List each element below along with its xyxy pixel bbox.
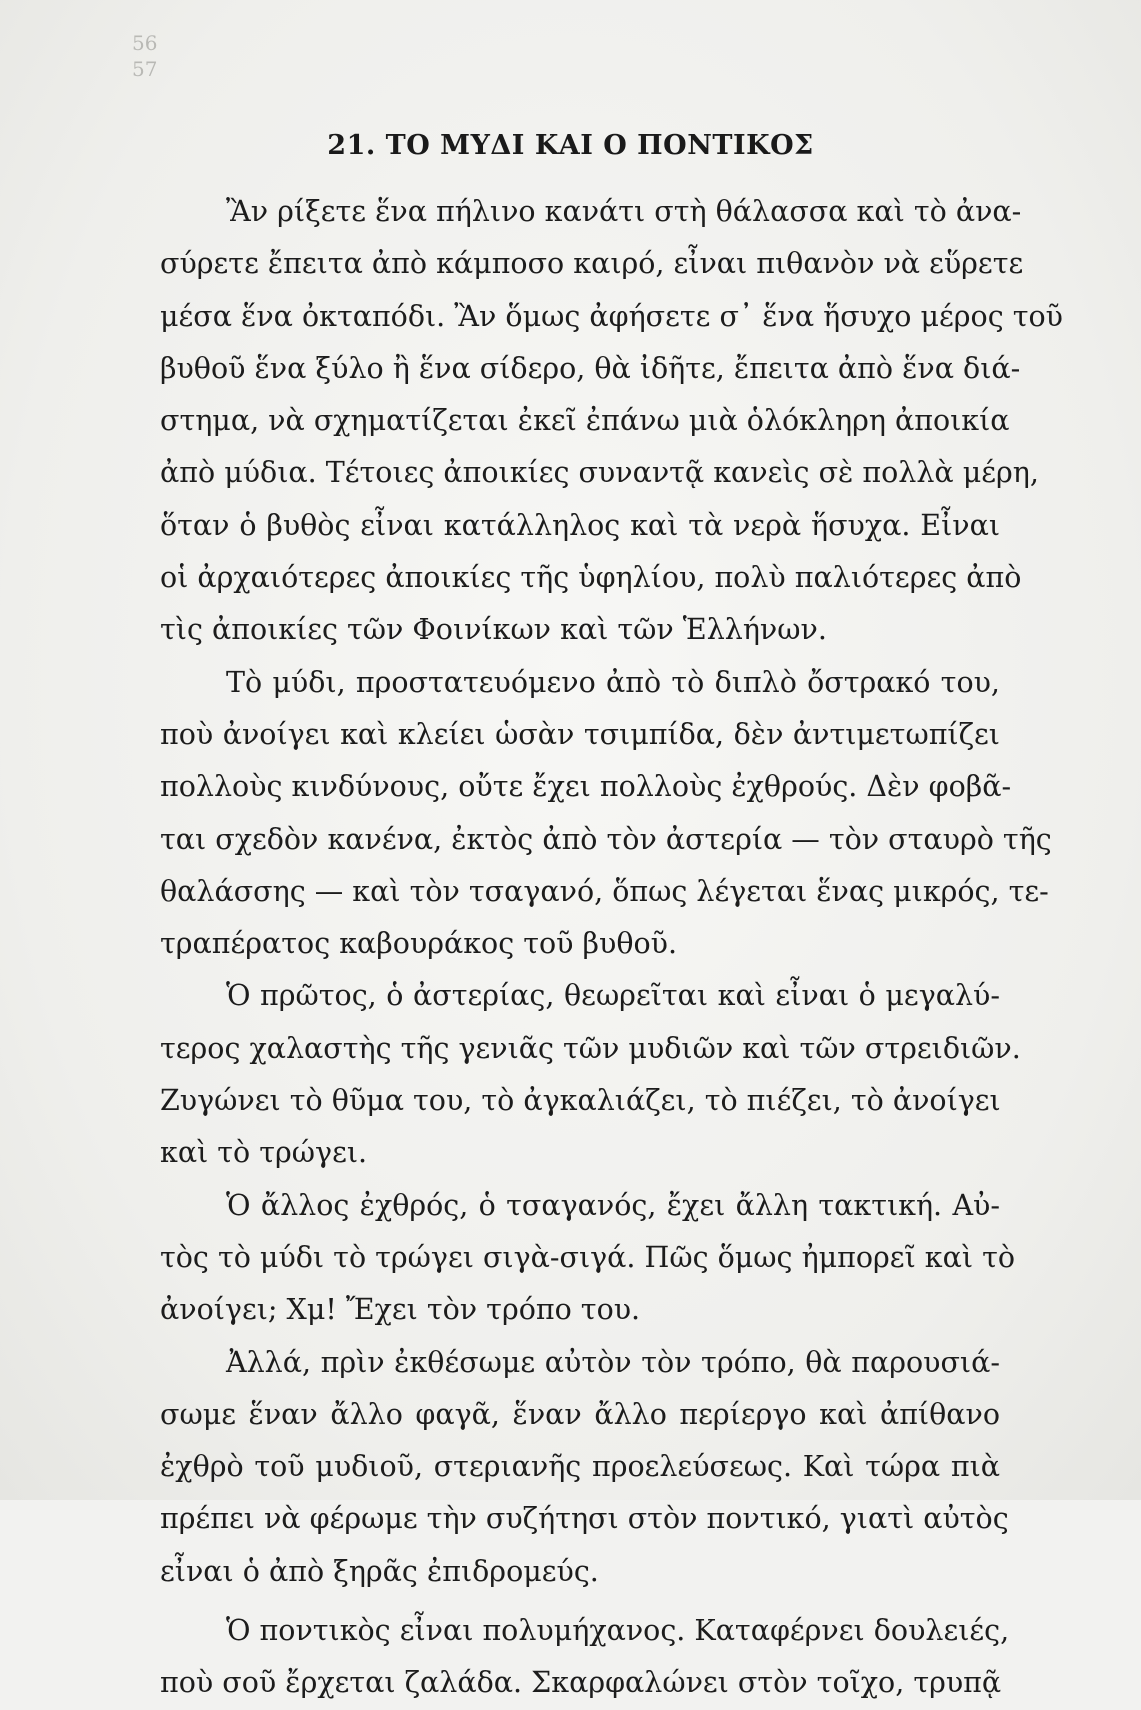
text-line: ὅταν ὁ βυθὸς εἶναι κατάλληλος καὶ τὰ νερὰ ἥσυχα. Εἶναι	[160, 508, 1000, 542]
text-line: Ὁ ἄλλος ἐχθρός, ὁ τσαγανός, ἔχει ἄλλη τακτική. Αὐ-	[226, 1188, 1000, 1222]
faint-page-number: 56	[132, 31, 158, 55]
chapter-title: 21. ΤΟ ΜΥΔΙ ΚΑΙ Ο ΠΟΝΤΙΚΟΣ	[327, 130, 814, 161]
text-line: ἐχθρὸ τοῦ μυδιοῦ, στεριανῆς προελεύσεως. Καὶ τώρα πιὰ	[160, 1450, 1000, 1484]
body-text	[160, 186, 1063, 1710]
text-line: ται σχεδὸν κανένα, ἐκτὸς ἀπὸ τὸν ἀστερία — τὸν σταυρὸ τῆς	[160, 822, 1052, 856]
text-line: ἀνοίγει; Χμ! Ἔχει τὸν τρόπο του.	[160, 1293, 641, 1327]
bleed-through-page-numbers	[132, 30, 157, 82]
text-line: βυθοῦ ἕνα ξύλο ἢ ἕνα σίδερο, θὰ ἰδῆτε, ἔπειτα ἀπὸ ἕνα διά-	[160, 351, 1021, 385]
text-line: Ἂν ρίξετε ἕνα πήλινο κανάτι στὴ θάλασσα καὶ τὸ ἀνα-	[226, 195, 1022, 228]
text-line: Ζυγώνει τὸ θῦμα του, τὸ ἀγκαλιάζει, τὸ πιέζει, τὸ ἀνοίγει	[160, 1084, 1001, 1118]
text-line: σωμε ἕναν ἄλλο φαγᾶ, ἕναν ἄλλο περίεργο καὶ ἀπίθανο	[160, 1397, 1000, 1431]
text-line: σύρετε ἔπειτα ἀπὸ κάμποσο καιρό, εἶναι πιθανὸν νὰ εὕρετε	[160, 247, 1024, 281]
text-line: Τὸ μύδι, προστατευόμενο ἀπὸ τὸ διπλὸ ὄστρακό του,	[226, 665, 1000, 699]
text-line: τὸς τὸ μύδι τὸ τρώγει σιγὰ-σιγά. Πῶς ὅμως ἠμπορεῖ καὶ τὸ	[160, 1240, 1016, 1274]
text-line: ποὺ ἀνοίγει καὶ κλείει ὡσὰν τσιμπίδα, δὲν ἀντιμετωπίζει	[160, 717, 1000, 751]
text-line: πολλοὺς κινδύνους, οὔτε ἔχει πολλοὺς ἐχθρούς. Δὲν φοβᾶ-	[160, 770, 1012, 804]
text-line: οἱ ἀρχαιότερες ἀποικίες τῆς ὑφηλίου, πολὺ παλιότερες ἀπὸ	[160, 561, 1022, 595]
text-line: Ὁ ποντικὸς εἶναι πολυμήχανος. Καταφέρνει δουλειές,	[226, 1614, 1010, 1648]
text-line: πρέπει νὰ φέρωμε τὴν συζήτησι στὸν ποντικό, γιατὶ αὐτὸς	[160, 1502, 1009, 1536]
text-line: τὶς ἀποικίες τῶν Φοινίκων καὶ τῶν Ἑλλήνων.	[160, 613, 827, 647]
text-line: Ἀλλά, πρὶν ἐκθέσωμε αὐτὸν τὸν τρόπο, θὰ παρουσιά-	[226, 1345, 1000, 1379]
text-line: στημα, νὰ σχηματίζεται ἐκεῖ ἐπάνω μιὰ ὁλόκληρη ἀποικία	[160, 404, 1010, 438]
text-line: Ὁ πρῶτος, ὁ ἀστερίας, θεωρεῖται καὶ εἶναι ὁ μεγαλύ-	[226, 979, 1000, 1013]
text-line: εἶναι ὁ ἀπὸ ξηρᾶς ἐπιδρομεύς.	[160, 1554, 599, 1588]
text-line: θαλάσσης — καὶ τὸν τσαγανό, ὅπως λέγεται ἕνας μικρός, τε-	[160, 874, 1049, 908]
text-line: τραπέρατος καβουράκος τοῦ βυθοῦ.	[160, 927, 678, 961]
text-line: τερος χαλαστὴς τῆς γενιᾶς τῶν μυδιῶν καὶ τῶν στρειδιῶν.	[160, 1031, 1021, 1065]
text-line: καὶ τὸ τρώγει.	[160, 1136, 368, 1170]
text-line: ποὺ σοῦ ἔρχεται ζαλάδα. Σκαρφαλώνει στὸν τοῖχο, τρυπᾷ	[160, 1666, 1002, 1700]
text-line: μέσα ἕνα ὀκταπόδι. Ἂν ὅμως ἀφήσετε σ᾽ ἕνα ἥσυχο μέρος τοῦ	[160, 299, 1063, 333]
text-line: ἀπὸ μύδια. Τέτοιες ἀποικίες συναντᾷ κανεὶς σὲ πολλὰ μέρη,	[160, 456, 1039, 490]
faint-page-number: 57	[132, 57, 158, 81]
